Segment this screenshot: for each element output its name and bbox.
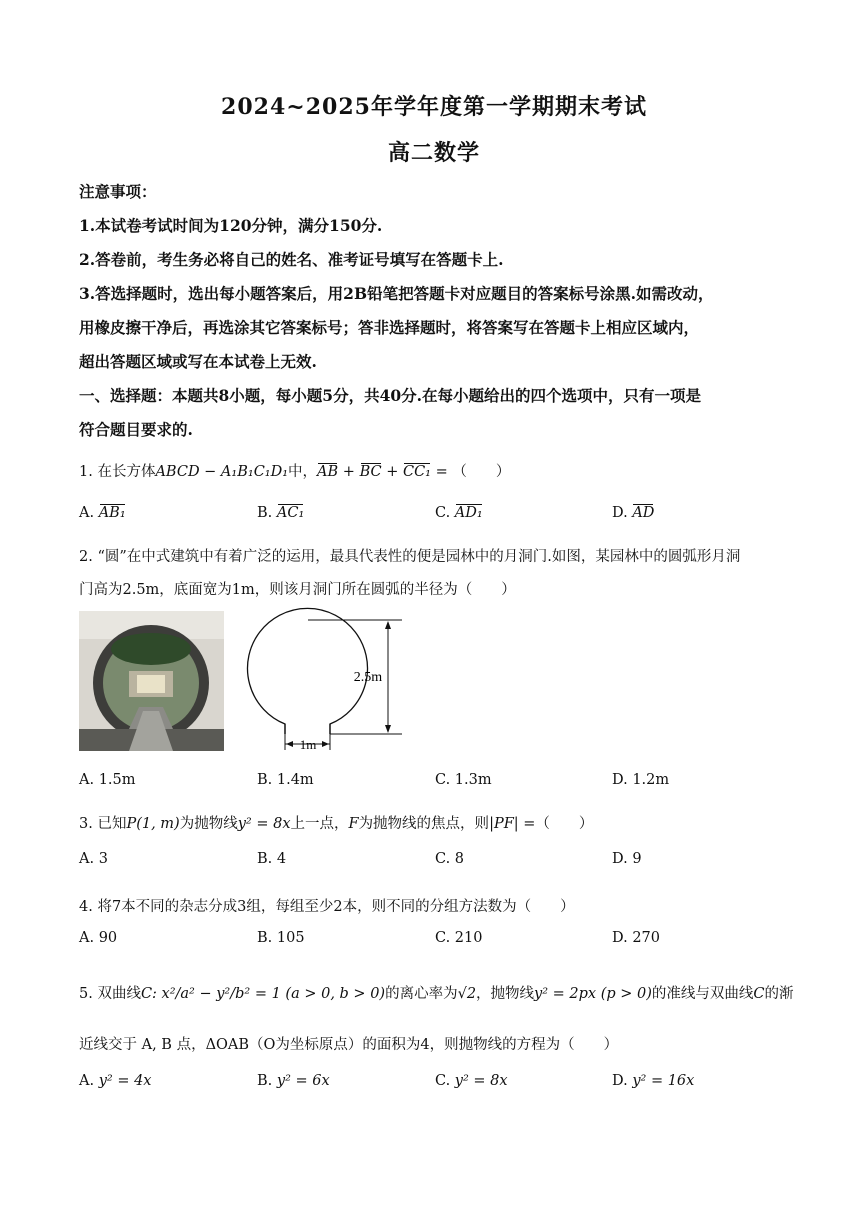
q3-text: 为抛物线: [179, 816, 238, 832]
option-label: B.: [257, 930, 273, 946]
q5-text: 的准线与双曲线: [651, 986, 754, 1002]
option-value: 90: [98, 930, 118, 946]
q1-equals: =: [430, 464, 453, 480]
q3-option-b: [257, 851, 286, 867]
q1-plus: +: [381, 464, 403, 480]
option-value: 210: [454, 930, 483, 946]
option-value: AC₁: [276, 505, 305, 521]
moon-gate-photo: [79, 611, 224, 751]
q3-blank: （ ）: [535, 816, 594, 832]
q1-plus: +: [338, 464, 360, 480]
q2-option-b: [257, 772, 314, 788]
option-label: B.: [257, 1073, 273, 1089]
q5-c: C: [753, 986, 765, 1002]
option-label: A.: [79, 772, 95, 788]
option-label: C.: [435, 851, 451, 867]
notice-item: 2.答卷前，考生务必将自己的姓名、准考证号填写在答题卡上.: [79, 250, 504, 269]
q5-parabola: y² = 2px (p > 0): [534, 986, 652, 1002]
section-heading: 一、选择题：本题共8小题，每小题5分，共40分.在每小题给出的四个选项中，只有一项是: [79, 386, 702, 405]
moon-gate-diagram: [240, 606, 420, 756]
notice-item: 用橡皮擦干净后，再选涂其它答案标号；答非选择题时，将答案写在答题卡上相应区域内，: [79, 318, 700, 337]
question-2-line2: 门高为2.5m，底面宽为1m，则该月洞门所在圆弧的半径为（ ）: [79, 582, 516, 598]
q1-mid: 中，: [288, 464, 318, 480]
q5-option-d: [612, 1073, 694, 1089]
q5-text: 的离心率为: [385, 986, 458, 1002]
exam-subject: 高二数学: [387, 140, 480, 166]
exam-title: 2024~2025年学年度第一学期期末考试: [221, 94, 647, 120]
option-value: y² = 8x: [454, 1073, 508, 1089]
option-value: 9: [632, 851, 642, 867]
option-label: B.: [257, 851, 273, 867]
option-value: 1.4m: [276, 772, 314, 788]
option-value: 3: [98, 851, 108, 867]
option-value: AD: [632, 505, 655, 521]
q1-vector-ab: AB: [317, 464, 339, 480]
q1-option-a: [79, 505, 126, 521]
option-label: B.: [257, 505, 273, 521]
q5-option-a: [79, 1073, 151, 1089]
notice-item: 1.本试卷考试时间为120分钟，满分150分.: [79, 216, 383, 235]
option-value: y² = 6x: [276, 1073, 330, 1089]
q5-text: ，抛物线: [476, 986, 535, 1002]
q2-option-d: [612, 772, 669, 788]
q3-option-c: [435, 851, 464, 867]
option-value: 1.2m: [632, 772, 670, 788]
question-5-line1: [79, 982, 794, 1003]
q5-text: 5. 双曲线: [79, 986, 141, 1002]
diagram-width-label: 1m: [299, 737, 317, 752]
question-1: [79, 460, 510, 481]
q4-option-a: [79, 930, 117, 946]
option-label: D.: [612, 772, 628, 788]
question-4: 4. 将7本不同的杂志分成3组，每组至少2本，则不同的分组方法数为（ ）: [79, 899, 575, 915]
q4-option-b: [257, 930, 305, 946]
option-value: 1.3m: [454, 772, 492, 788]
option-label: C.: [435, 772, 451, 788]
q1-option-b: [257, 505, 304, 521]
q1-option-c: [435, 505, 483, 521]
q3-text: 为抛物线的焦点，则: [358, 816, 490, 832]
option-label: D.: [612, 930, 628, 946]
q1-solid: ABCD − A₁B₁C₁D₁: [155, 464, 289, 480]
question-3: [79, 812, 593, 833]
question-5-line2: 近线交于 A, B 点，ΔOAB（O为坐标原点）的面积为4，则抛物线的方程为（ ）: [79, 1037, 619, 1053]
q5-option-c: [435, 1073, 508, 1089]
notice-item: 3.答选择题时，选出每小题答案后，用2B铅笔把答题卡对应题目的答案标号涂黑.如需改动，: [79, 284, 714, 303]
q1-vector-cc1: CC₁: [402, 464, 431, 480]
notice-heading: 注意事项：: [79, 182, 157, 201]
q2-option-c: [435, 772, 492, 788]
option-value: 105: [276, 930, 305, 946]
option-label: C.: [435, 930, 451, 946]
option-value: y² = 16x: [632, 1073, 695, 1089]
option-label: D.: [612, 1073, 628, 1089]
q5-eccentricity: √2: [457, 986, 477, 1002]
diagram-height-label: 2.5m: [353, 670, 383, 685]
option-value: AB₁: [98, 505, 126, 521]
q1-vector-bc: BC: [359, 464, 382, 480]
q5-text: 的渐: [764, 986, 794, 1002]
option-label: A.: [79, 505, 95, 521]
option-label: C.: [435, 505, 451, 521]
option-label: B.: [257, 772, 273, 788]
option-value: 1.5m: [98, 772, 136, 788]
q1-prefix: 1. 在长方体: [79, 464, 156, 480]
q3-point: P(1, m): [126, 816, 180, 832]
q1-option-d: [612, 505, 654, 521]
q2-option-a: [79, 772, 136, 788]
option-value: 270: [632, 930, 661, 946]
q3-focus: F: [348, 816, 359, 832]
option-value: AD₁: [454, 505, 483, 521]
q3-text: 3. 已知: [79, 816, 127, 832]
q4-option-d: [612, 930, 660, 946]
option-value: 8: [454, 851, 465, 867]
q1-blank: （ ）: [452, 464, 511, 480]
option-label: A.: [79, 1073, 95, 1089]
q3-option-d: [612, 851, 642, 867]
q3-parabola: y² = 8x: [237, 816, 291, 832]
notice-item: 超出答题区域或写在本试卷上无效.: [79, 352, 317, 371]
option-value: y² = 4x: [98, 1073, 152, 1089]
option-label: A.: [79, 930, 95, 946]
q4-option-c: [435, 930, 482, 946]
q3-option-a: [79, 851, 108, 867]
option-label: D.: [612, 851, 628, 867]
option-label: D.: [612, 505, 628, 521]
option-label: C.: [435, 1073, 451, 1089]
q5-option-b: [257, 1073, 330, 1089]
option-label: A.: [79, 851, 95, 867]
option-value: 4: [276, 851, 287, 867]
q5-hyperbola: C: x²/a² − y²/b² = 1 (a > 0, b > 0): [140, 986, 386, 1002]
question-2-line1: 2. “圆”在中式建筑中有着广泛的运用，最具代表性的便是园林中的月洞门.如图，某园林中的圆弧形月洞: [79, 549, 741, 565]
q3-abs: |PF| =: [489, 816, 536, 832]
section-heading-cont: 符合题目要求的.: [79, 420, 193, 439]
q3-text: 上一点，: [290, 816, 349, 832]
